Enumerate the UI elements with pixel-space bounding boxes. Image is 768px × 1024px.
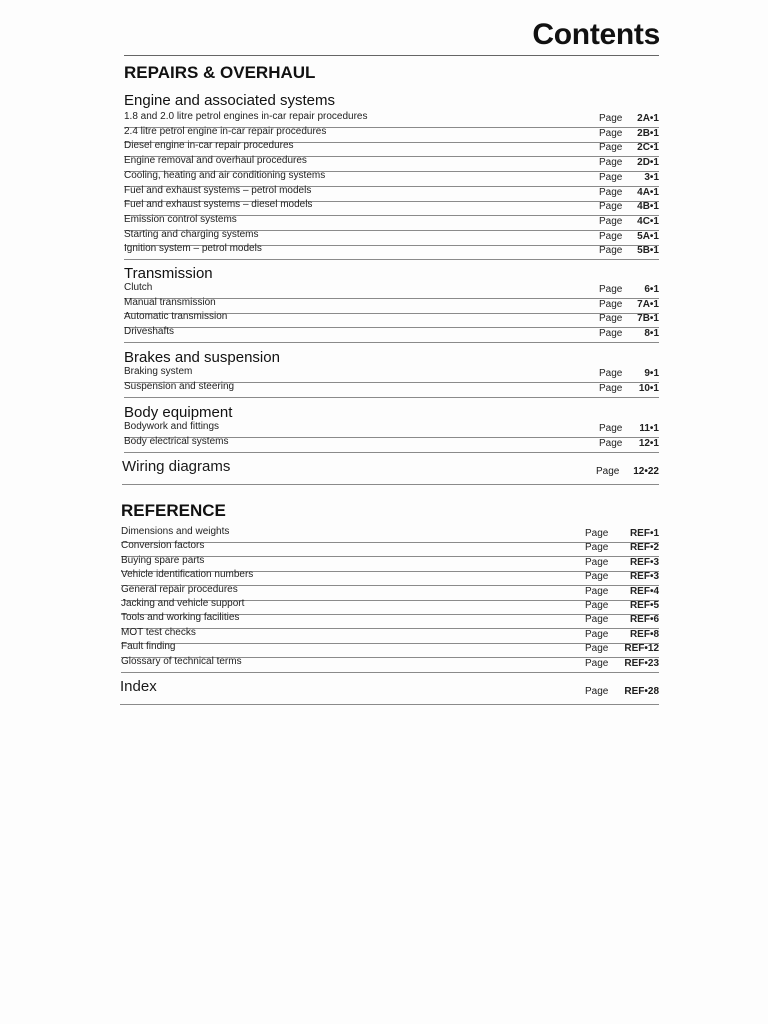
section-heading: Brakes and suspension <box>124 349 280 366</box>
page-word: Page <box>599 187 623 198</box>
page-number: REF•3 <box>629 557 659 568</box>
page-number: 8•1 <box>644 328 659 339</box>
entry-label: Jacking and vehicle support <box>121 598 245 609</box>
entry-label: Fault finding <box>121 641 176 652</box>
entry-label: 2.4 litre petrol engine in-car repair procedures <box>124 126 327 137</box>
page-word: Page <box>585 528 609 539</box>
page-number: 2B•1 <box>637 128 659 139</box>
page-title: Contents <box>532 18 660 51</box>
entry-label: Automatic transmission <box>124 311 228 322</box>
entry-label: Conversion factors <box>121 540 205 551</box>
page-word: Page <box>585 643 609 654</box>
page-number: 2D•1 <box>637 157 659 168</box>
page-word: Page <box>599 216 623 227</box>
entry-label: MOT test checks <box>121 627 196 638</box>
entry-label: Braking system <box>124 366 193 377</box>
entry-label: Fuel and exhaust systems – petrol models <box>124 185 312 196</box>
toc-entry[interactable] <box>121 658 659 673</box>
page-word: Page <box>599 438 623 449</box>
page-word: Page <box>585 586 609 597</box>
part-heading-repairs: REPAIRS & OVERHAUL <box>124 63 316 82</box>
page-number: 12•1 <box>638 438 659 449</box>
entry-label: Starting and charging systems <box>124 229 259 240</box>
page-number: 4B•1 <box>637 201 659 212</box>
page-number: 2A•1 <box>637 113 659 124</box>
page-number: REF•8 <box>629 629 659 640</box>
page-number: 5B•1 <box>637 245 659 256</box>
page-word: Page <box>599 284 623 295</box>
section-heading: Engine and associated systems <box>124 92 335 109</box>
page-word: Page <box>585 614 609 625</box>
toc-entry[interactable] <box>121 629 659 644</box>
entry-label: Buying spare parts <box>121 555 205 566</box>
page-number: 2C•1 <box>637 142 659 153</box>
page-number: REF•23 <box>624 658 659 669</box>
entry-label: Emission control systems <box>124 214 237 225</box>
page-number: 7A•1 <box>637 299 659 310</box>
page-word: Page <box>585 686 609 697</box>
toc-entry[interactable] <box>124 328 659 343</box>
page-number: 7B•1 <box>637 313 659 324</box>
toc-entry[interactable] <box>124 245 659 260</box>
entry-label: General repair procedures <box>121 584 238 595</box>
entry-label: Engine removal and overhaul procedures <box>124 155 307 166</box>
entry-label: Tools and working facilities <box>121 612 240 623</box>
page-word: Page <box>599 368 623 379</box>
page-number: 9•1 <box>644 368 659 379</box>
entry-label: Vehicle identification numbers <box>121 569 254 580</box>
page-word: Page <box>585 629 609 640</box>
entry-label: Ignition system – petrol models <box>124 243 262 254</box>
page-word: Page <box>599 201 623 212</box>
page-number: 6•1 <box>644 284 659 295</box>
page-number: 10•1 <box>638 383 659 394</box>
page-word: Page <box>599 172 623 183</box>
entry-label: Dimensions and weights <box>121 526 230 537</box>
entry-label: Index <box>120 678 157 695</box>
page-number: REF•5 <box>629 600 659 611</box>
page-number: 4A•1 <box>637 187 659 198</box>
entry-label: Cooling, heating and air conditioning systems <box>124 170 326 181</box>
page-word: Page <box>599 231 623 242</box>
page-word: Page <box>599 142 623 153</box>
page-word: Page <box>585 571 609 582</box>
entry-label: Suspension and steering <box>124 381 235 392</box>
page-word: Page <box>585 542 609 553</box>
page-number: REF•12 <box>624 643 659 654</box>
entry-label: Bodywork and fittings <box>124 421 220 432</box>
page-word: Page <box>599 313 623 324</box>
page-number: 3•1 <box>644 172 659 183</box>
toc-entry[interactable] <box>124 313 659 328</box>
entry-label: Fuel and exhaust systems – diesel models <box>124 199 313 210</box>
page-number: 11•1 <box>639 423 659 434</box>
page-number: 5A•1 <box>637 231 659 242</box>
page-number: REF•3 <box>629 571 659 582</box>
entry-label: Driveshafts <box>124 326 175 337</box>
entry-label: Body electrical systems <box>124 436 229 447</box>
page-word: Page <box>599 245 623 256</box>
page-number: REF•28 <box>624 686 659 697</box>
page-number: 4C•1 <box>637 216 659 227</box>
page-number: REF•2 <box>629 542 659 553</box>
page-word: Page <box>596 466 620 477</box>
toc-entry[interactable] <box>121 614 659 629</box>
toc-main-entry[interactable] <box>120 678 659 705</box>
section-heading: Transmission <box>124 265 213 282</box>
page-number: REF•1 <box>629 528 659 539</box>
toc-entry[interactable] <box>124 438 659 453</box>
part-heading-reference: REFERENCE <box>121 501 226 520</box>
page-word: Page <box>585 658 609 669</box>
page-word: Page <box>599 299 623 310</box>
entry-label: Clutch <box>124 282 153 293</box>
entry-label: Wiring diagrams <box>122 458 231 475</box>
page-word: Page <box>599 423 623 434</box>
page-word: Page <box>599 383 623 394</box>
entry-label: Manual transmission <box>124 297 216 308</box>
section-heading: Body equipment <box>124 404 233 421</box>
title-rule <box>124 55 659 56</box>
page-number: REF•4 <box>629 586 659 597</box>
page-word: Page <box>599 113 623 124</box>
page-word: Page <box>599 157 623 168</box>
toc-entry[interactable] <box>124 383 659 398</box>
page-number: 12•22 <box>633 466 659 477</box>
entry-label: Glossary of technical terms <box>121 656 242 667</box>
page-word: Page <box>585 600 609 611</box>
entry-label: Diesel engine in-car repair procedures <box>124 140 294 151</box>
toc-main-entry[interactable] <box>122 458 659 485</box>
page-word: Page <box>599 128 623 139</box>
page-word: Page <box>599 328 623 339</box>
page-number: REF•6 <box>629 614 659 625</box>
page-word: Page <box>585 557 609 568</box>
entry-label: 1.8 and 2.0 litre petrol engines in-car repair procedures <box>124 111 368 122</box>
